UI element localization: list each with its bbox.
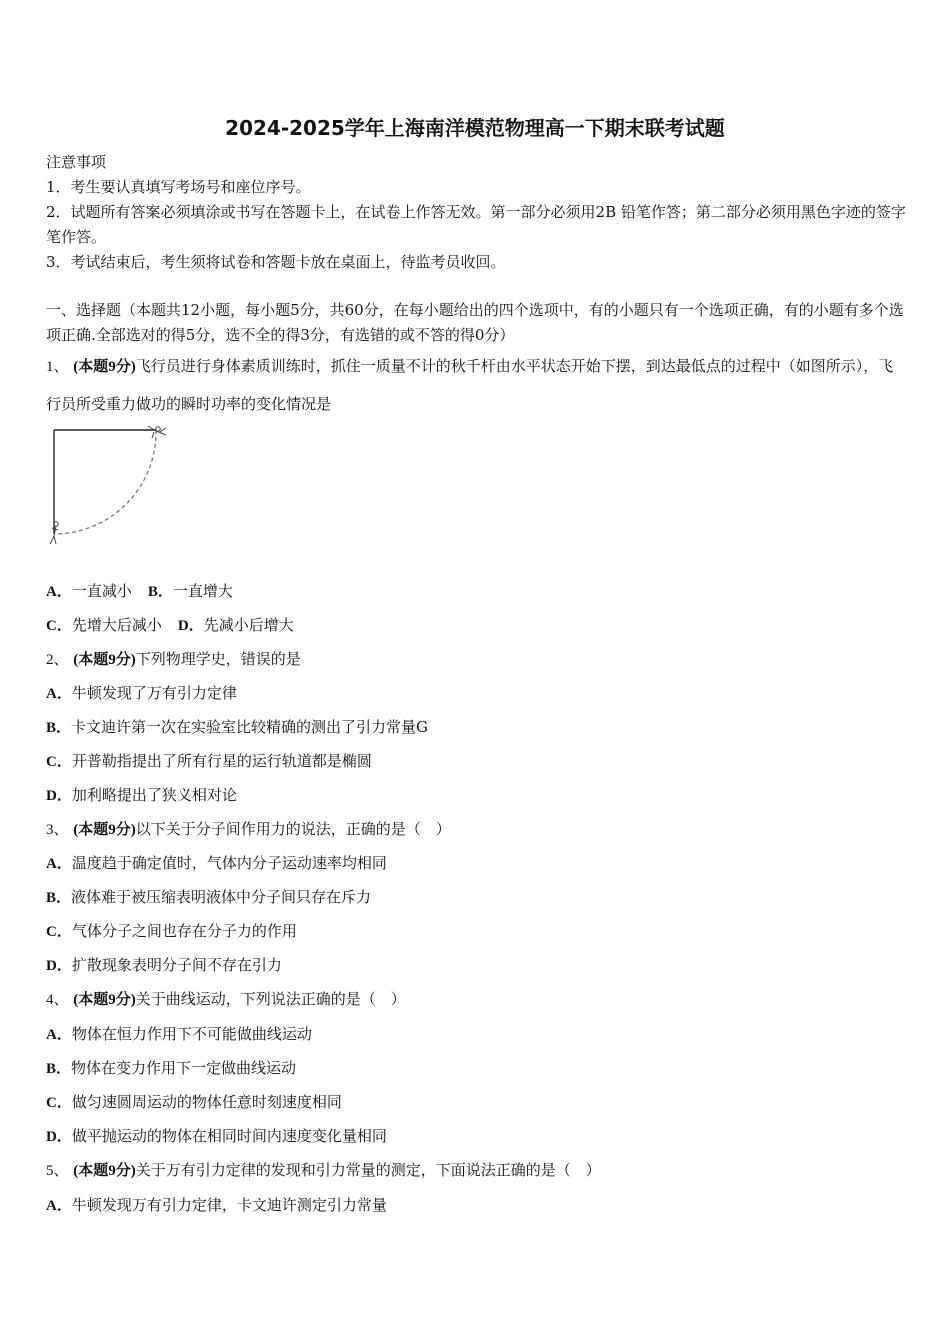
option-label: A． xyxy=(46,1198,72,1214)
question-2-option-b xyxy=(46,717,906,738)
pilot-bottom-icon xyxy=(50,522,58,544)
question-4-option-d xyxy=(46,1126,906,1147)
option-text: 做平抛运动的物体在相同时间内速度变化量相同 xyxy=(71,1127,387,1145)
question-points: (本题9分) xyxy=(73,822,136,838)
option-text: 开普勒指提出了所有行星的运行轨道都是椭圆 xyxy=(71,752,372,770)
option-text: 一直增大 xyxy=(172,582,233,600)
option-label: C． xyxy=(46,924,72,940)
question-4-option-c xyxy=(46,1092,906,1113)
exam-title: 2024-2025学年上海南洋模范物理高一下期末联考试题 xyxy=(225,116,725,140)
option-text: 物体在恒力作用下不可能做曲线运动 xyxy=(71,1025,312,1043)
notice-item-2: 2．试题所有答案必须填涂或书写在答题卡上，在试卷上作答无效。第一部分必须用2B 铅笔作答；第二部分必须用黑色字迹的签字笔作答。 xyxy=(46,203,906,246)
question-2-stem xyxy=(46,649,906,670)
question-4-option-a xyxy=(46,1024,906,1045)
notice-item-1: 1．考生要认真填写考场号和座位序号。 xyxy=(46,178,311,196)
option-label: D． xyxy=(177,618,204,634)
option-text: 加利略提出了狭义相对论 xyxy=(71,786,237,804)
option-text: 卡文迪许第一次在实验室比较精确的测出了引力常量G xyxy=(71,718,429,736)
notice-heading: 注意事项 xyxy=(46,153,107,171)
question-number: 2、 xyxy=(46,652,69,668)
option-label: C． xyxy=(46,1095,72,1111)
question-3-option-d xyxy=(46,955,906,976)
question-number: 4、 xyxy=(46,992,69,1008)
option-text: 物体在变力作用下一定做曲线运动 xyxy=(71,1059,297,1077)
question-2-option-c xyxy=(46,751,906,772)
option-label: B． xyxy=(147,584,173,600)
question-text: 飞行员进行身体素质训练时，抓住一质量不计的秋千杆由水平状态开始下摆，到达最低点的过程中（如图所示），飞行员所受重力做功的瞬时功率的变化情况是 xyxy=(46,357,894,413)
option-text: 牛顿发现了万有引力定律 xyxy=(71,684,237,702)
question-1-options-row-1 xyxy=(46,581,906,602)
option-label: B． xyxy=(46,1061,72,1077)
question-1-options-row-2 xyxy=(46,615,906,636)
option-label: D． xyxy=(46,958,72,974)
question-2-option-d xyxy=(46,785,906,806)
notice-item-3: 3．考试结束后，考生须将试卷和答题卡放在桌面上，待监考员收回。 xyxy=(46,253,506,271)
option-text: 做匀速圆周运动的物体任意时刻速度相同 xyxy=(71,1093,342,1111)
question-text: 以下关于分子间作用力的说法，正确的是（ ） xyxy=(135,820,451,838)
question-number: 3、 xyxy=(46,822,69,838)
option-text: 扩散现象表明分子间不存在引力 xyxy=(71,956,282,974)
question-5-option-a xyxy=(46,1195,906,1216)
question-4-option-b xyxy=(46,1058,906,1079)
option-label: A． xyxy=(46,1027,72,1043)
question-points: (本题9分) xyxy=(73,992,136,1008)
question-5-stem xyxy=(46,1160,906,1181)
question-text: 下列物理学史，错误的是 xyxy=(135,650,301,668)
question-number: 5、 xyxy=(46,1163,69,1179)
option-text: 先增大后减小 xyxy=(71,616,162,634)
option-label: B． xyxy=(46,720,72,736)
question-points: (本题9分) xyxy=(73,652,136,668)
question-3-option-c xyxy=(46,921,906,942)
option-text: 先减小后增大 xyxy=(203,616,294,634)
question-text: 关于曲线运动，下列说法正确的是（ ） xyxy=(135,990,406,1008)
option-label: D． xyxy=(46,1129,72,1145)
swing-arc xyxy=(54,430,156,534)
option-text: 气体分子之间也存在分子力的作用 xyxy=(71,922,297,940)
option-label: D． xyxy=(46,788,72,804)
option-text: 一直减小 xyxy=(71,582,132,600)
question-3-option-b xyxy=(46,887,906,908)
question-number: 1、 xyxy=(46,359,69,375)
option-label: A． xyxy=(46,856,72,872)
option-text: 温度趋于确定值时，气体内分子运动速率均相同 xyxy=(71,854,387,872)
pilot-top-icon xyxy=(148,426,166,438)
swing-diagram xyxy=(44,420,174,548)
question-3-stem xyxy=(46,819,906,840)
option-label: C． xyxy=(46,754,72,770)
question-4-stem xyxy=(46,989,906,1010)
option-text: 牛顿发现万有引力定律，卡文迪许测定引力常量 xyxy=(71,1196,387,1214)
option-label: B． xyxy=(46,890,72,906)
question-1-stem xyxy=(46,348,906,423)
question-points: (本题9分) xyxy=(73,1163,136,1179)
question-text: 关于万有引力定律的发现和引力常量的测定，下面说法正确的是（ ） xyxy=(135,1161,601,1179)
option-text: 液体难于被压缩表明液体中分子间只存在斥力 xyxy=(71,888,372,906)
section-heading: 一、选择题（本题共12小题，每小题5分，共60分，在每小题给出的四个选项中，有的小题只有一个选项正确，有的小题有多个选项正确.全部选对的得5分，选不全的得3分，有选错的或不答的得0分） xyxy=(46,301,904,344)
question-3-option-a xyxy=(46,853,906,874)
question-2-option-a xyxy=(46,683,906,704)
option-label: A． xyxy=(46,584,72,600)
question-points: (本题9分) xyxy=(73,359,136,375)
option-label: C． xyxy=(46,618,72,634)
option-label: A． xyxy=(46,686,72,702)
